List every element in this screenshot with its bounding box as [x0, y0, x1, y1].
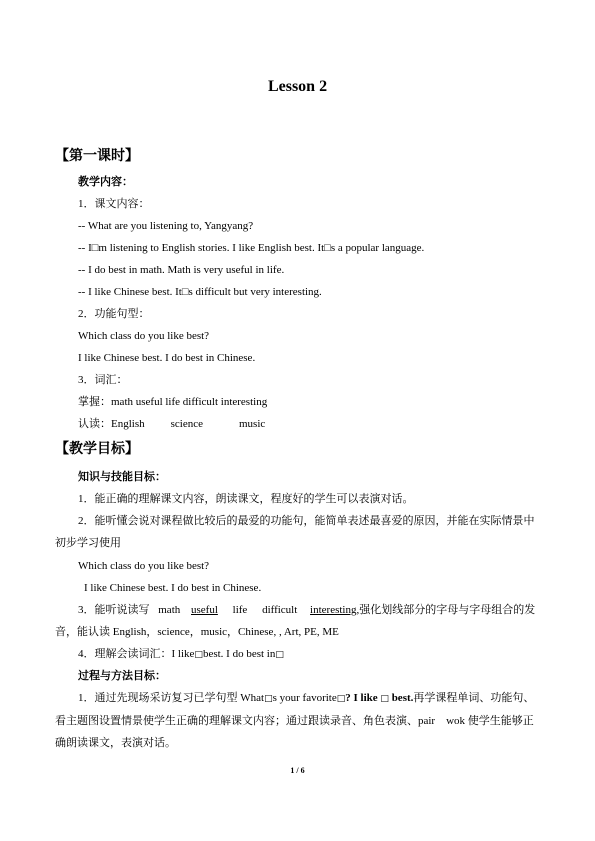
blank-box-icon: □: [194, 650, 203, 660]
goal3-word: interesting: [310, 604, 357, 616]
process1-b: s your favorite: [272, 692, 337, 704]
knowledge-heading: 知识与技能目标：: [78, 471, 166, 483]
goal3-word: useful: [191, 604, 218, 616]
master-label: 掌握：: [78, 396, 111, 408]
recognize-label: 认读：: [78, 418, 111, 430]
goal4-mid: best. I do best in: [202, 648, 276, 660]
dialogue-line: -- I do best in math. Math is very useful in life.: [78, 264, 285, 276]
process-1: [55, 687, 540, 754]
process1-e: 再学课程单词、功能句、看主题图设置情景使学生正确的理解课文内容；通过跟读录音、角色表演、pair wok 使学生能够正确朗读课文，表演对话。: [55, 692, 535, 749]
recognize-word: music: [239, 418, 266, 430]
recognize-word: English: [111, 418, 145, 430]
goal2-pattern: Which class do you like best?: [78, 560, 210, 572]
goal-3: [55, 599, 540, 643]
dialogue-line: -- I□m listening to English stories. I like English best. It□s a popular language.: [78, 242, 425, 254]
process1-d: best.: [391, 692, 414, 704]
blank-box-icon: □: [380, 694, 389, 704]
goal4-prefix: 4．理解会读词汇：I like: [78, 648, 195, 660]
pattern-line: I like Chinese best. I do best in Chinese.: [78, 352, 256, 364]
section-heading-goals: 【教学目标】: [55, 442, 139, 457]
dialogue-line: -- I like Chinese best. It□s difficult but very interesting.: [78, 286, 322, 298]
recognize-vocab-line: [78, 415, 265, 433]
goal-1: 1．能正确的理解课文内容，朗读课文，程度好的学生可以表演对话。: [78, 493, 414, 505]
goal3-word: math: [158, 604, 181, 616]
goal3-prefix: 3．能听说读写: [78, 604, 150, 616]
pattern-line: Which class do you like best?: [78, 330, 210, 342]
goal-2: 2．能听懂会说对课程做比较后的最爱的功能句，能简单表述最喜爱的原因，并能在实际情景中初步学习使用: [55, 515, 535, 549]
section-heading-first-lesson: 【第一课时】: [55, 149, 139, 164]
master-words: math useful life difficult interesting: [111, 396, 268, 408]
process-heading: 过程与方法目标：: [78, 670, 166, 682]
lesson-title: Lesson 2: [267, 78, 328, 95]
blank-box-icon: □: [275, 650, 284, 660]
content-heading: 教学内容：: [78, 176, 133, 188]
process1-c: ? I like: [345, 692, 378, 704]
goal3-word: difficult: [262, 604, 298, 616]
goal3-suffix: ,强化划线部分的字母与字母组合的发音，能认读 English，science，music，Chinese, , Art, PE, ME: [55, 604, 536, 638]
goal3-word: life: [232, 604, 248, 616]
process1-a: 1．通过先现场采访复习已学句型 What: [78, 692, 265, 704]
goal2-pattern: I like Chinese best. I do best in Chinese.: [84, 582, 262, 594]
blank-box-icon: □: [264, 694, 273, 704]
master-vocab-line: [78, 393, 267, 411]
recognize-word: science: [170, 418, 203, 430]
dialogue-line: -- What are you listening to, Yangyang?: [78, 220, 254, 232]
item1-label: 1．课文内容：: [78, 198, 150, 210]
item3-label: 3．词汇：: [78, 374, 128, 386]
goal-4: [78, 645, 284, 664]
item2-label: 2．功能句型：: [78, 308, 150, 320]
blank-box-icon: □: [336, 694, 346, 704]
page-number: 1 / 6: [290, 766, 305, 775]
